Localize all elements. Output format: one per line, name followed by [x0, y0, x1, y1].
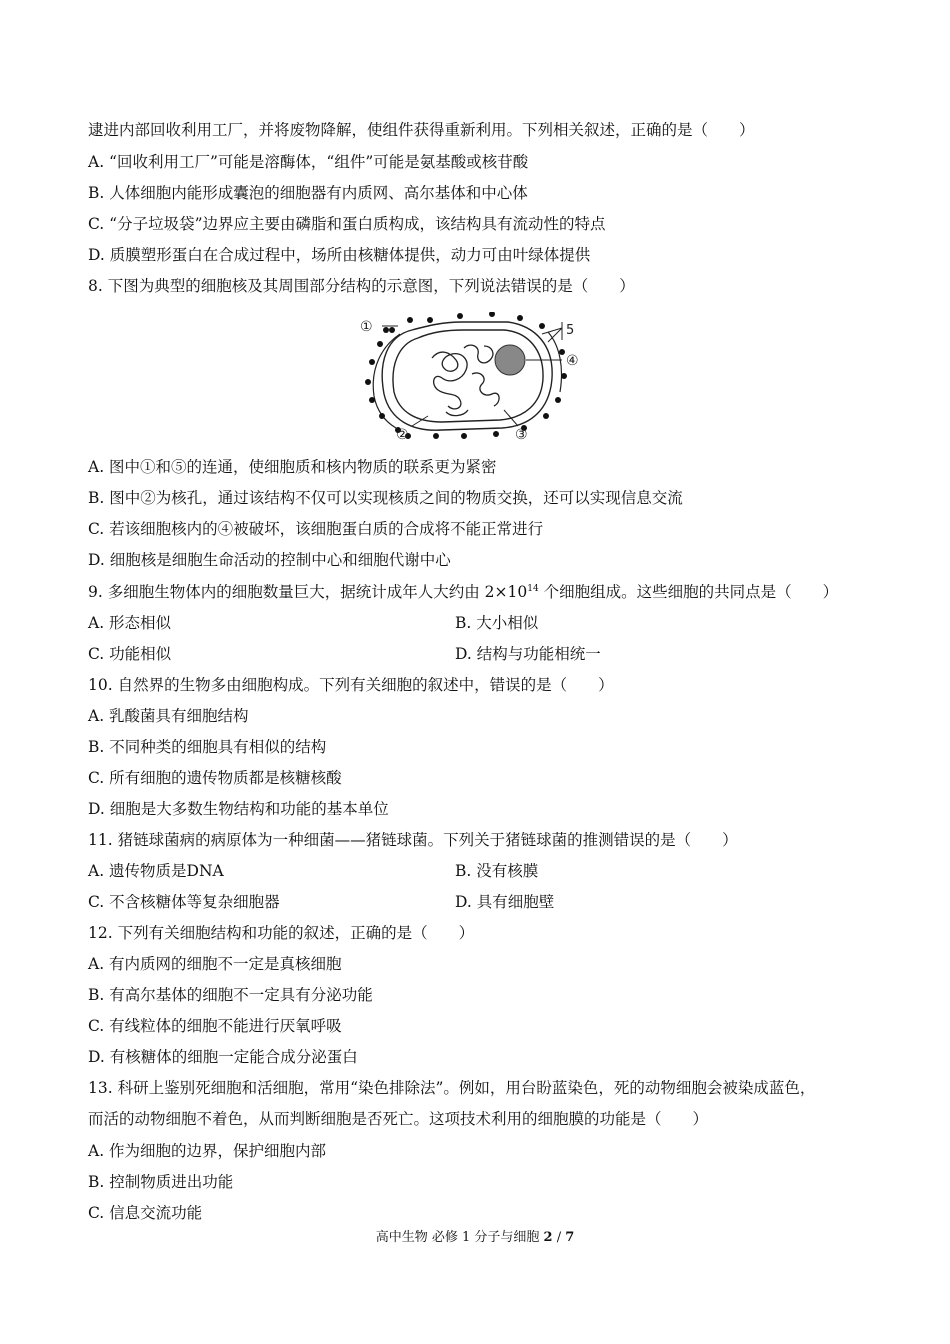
- q11-option-b: B. 没有核膜: [455, 862, 539, 880]
- label-1: ①: [360, 319, 373, 335]
- q8-option-c: C. 若该细胞核内的④被破坏，该细胞蛋白质的合成将不能正常进行: [88, 520, 544, 538]
- q10-option-c: C. 所有细胞的遗传物质都是核糖核酸: [88, 769, 342, 787]
- er-strand-right: [548, 332, 562, 392]
- q7-option-a: A. “回收利用工厂”可能是溶酶体，“组件”可能是氨基酸或核苷酸: [88, 153, 529, 171]
- q10-option-a: A. 乳酸菌具有细胞结构: [88, 707, 249, 725]
- q12-stem: 12. 下列有关细胞结构和功能的叙述，正确的是（ ）: [88, 924, 475, 942]
- q9-stem-pre: 9. 多细胞生物体内的细胞数量巨大，据统计成年人大约由 2×10: [88, 583, 528, 601]
- q13-option-a: A. 作为细胞的边界，保护细胞内部: [88, 1142, 327, 1160]
- nucleus-diagram: [352, 312, 592, 448]
- q13-stem-line1: 13. 科研上鉴别死细胞和活细胞，常用“染色排除法”。例如，用台盼蓝染色，死的动物细胞会被染成蓝色，: [88, 1079, 816, 1097]
- inner-membrane: [393, 330, 543, 422]
- q12-option-c: C. 有线粒体的细胞不能进行厌氧呼吸: [88, 1017, 342, 1035]
- q10-option-d: D. 细胞是大多数生物结构和功能的基本单位: [88, 800, 389, 818]
- q10-stem: 10. 自然界的生物多由细胞构成。下列有关细胞的叙述中，错误的是（ ）: [88, 676, 614, 694]
- q13-option-c: C. 信息交流功能: [88, 1204, 203, 1222]
- q11-option-c: C. 不含核糖体等复杂细胞器: [88, 893, 280, 911]
- page-total: 7: [565, 1230, 575, 1245]
- q9-option-a: A. 形态相似: [88, 614, 172, 632]
- q7-option-c: C. “分子垃圾袋”边界应主要由磷脂和蛋白质构成，该结构具有流动性的特点: [88, 215, 606, 233]
- q9-option-b: B. 大小相似: [455, 614, 539, 632]
- q12-option-d: D. 有核糖体的细胞一定能合成分泌蛋白: [88, 1048, 358, 1066]
- q8-stem: 8. 下图为典型的细胞核及其周围部分结构的示意图，下列说法错误的是（ ）: [88, 277, 635, 295]
- q10-option-b: B. 不同种类的细胞具有相似的结构: [88, 738, 327, 756]
- ribosome-dots: [365, 312, 567, 439]
- q11-stem: 11. 猪链球菌病的病原体为一种细菌——猪链球菌。下列关于猪链球菌的推测错误的是（ ）: [88, 831, 738, 849]
- q7-option-b: B. 人体细胞内能形成囊泡的细胞器有内质网、高尔基体和中心体: [88, 184, 528, 202]
- q8-option-a: A. 图中①和⑤的连通，使细胞质和核内物质的联系更为紧密: [88, 458, 497, 476]
- q9-stem: [88, 582, 838, 602]
- q13-stem-line2: 而活的动物细胞不着色，从而判断细胞是否死亡。这项技术利用的细胞膜的功能是（ ）: [88, 1110, 709, 1128]
- q7-stem-continuation: 逮进内部回收利用工厂，并将废物降解，使组件获得重新利用。下列相关叙述，正确的是（ ）: [88, 121, 755, 139]
- q11-option-d: D. 具有细胞壁: [455, 893, 555, 911]
- q13-option-b: B. 控制物质进出功能: [88, 1173, 234, 1191]
- q11-option-a: A. 遗传物质是DNA: [88, 862, 224, 880]
- label-3: ③: [515, 427, 528, 443]
- page-number: 2: [543, 1230, 553, 1245]
- label-4: ④: [566, 353, 579, 369]
- q9-option-c: C. 功能相似: [88, 645, 172, 663]
- q7-option-d: D. 质膜塑形蛋白在合成过程中，场所由核糖体提供，动力可由叶绿体提供: [88, 246, 591, 264]
- q8-option-b: B. 图中②为核孔，通过该结构不仅可以实现核质之间的物质交换，还可以实现信息交流: [88, 489, 683, 507]
- q9-option-d: D. 结构与功能相统一: [455, 645, 601, 663]
- label-5: 5: [566, 323, 575, 338]
- q9-stem-exponent: 14: [527, 584, 539, 594]
- footer-text: 高中生物 必修 1 分子与细胞: [375, 1230, 544, 1245]
- q12-option-b: B. 有高尔基体的细胞不一定具有分泌功能: [88, 986, 373, 1004]
- page-footer: [0, 1229, 950, 1247]
- q8-option-d: D. 细胞核是细胞生命活动的控制中心和细胞代谢中心: [88, 551, 451, 569]
- chromatin: [432, 345, 499, 416]
- nucleolus: [495, 345, 525, 375]
- q9-stem-post: 个细胞组成。这些细胞的共同点是（ ）: [538, 583, 839, 601]
- q12-option-a: A. 有内质网的细胞不一定是真核细胞: [88, 955, 342, 973]
- label-2: ②: [396, 427, 409, 443]
- er-strand-left: [373, 334, 400, 428]
- footer-separator: /: [552, 1230, 566, 1245]
